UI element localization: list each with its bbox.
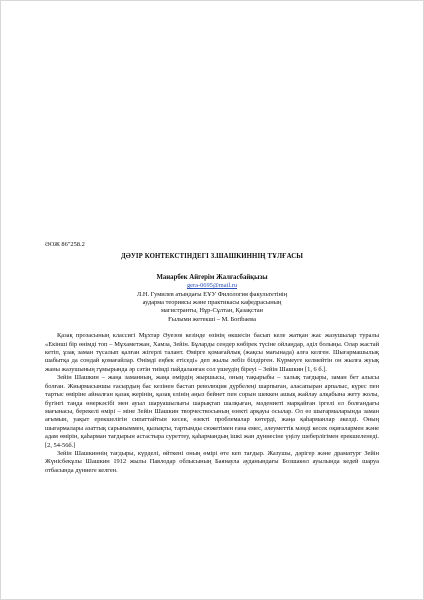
article-body — [45, 241, 379, 475]
body-paragraph: Зейін Шашкин – жаңа заманның, жаңа өмірдің жыршысы, оның тақырыбы – халық тағдыры, заман бет алысы болған. Жиырмасыншы ғасырдың бас кезінен бастап революция дүрбелеңі шарпыған, аласапыран арпалыс, күрес пен тартыс өміріне айналған қазақ жерінің, қазақ елінің аңыз бейнет пен сорын шеккен ашық жайлау алқабына жету жолы, бүгінгі таңда өнеркәсібі мен ауыл шаруашылығы шарықтап шалқыған, мәдениеті марқайған іргелі ел болғандағы мағынасы, берекелі өмірі – міне Зейін Шашкин творчествосының өзекті арқауы осылар. Ол өз шығармаларында заман ағымын, уақыт ерекшелігін сипаттайтын кесек, өзекті проблемалар көтерді, жаңа қаһарманлар әкелді. Оның шығармалары азаттық сарыныммен, қызықты, тартымды сюжетімен ғана емес, әлеуметтік мәнді кесек оқиғалармен және адам өмірін, қаһарман тағдырын астастыра суреттеу, қаһармандың ішкі жан дүниесіне үңілу шеберлігімен ерекшеленеді. [2, 54-56б.] — [45, 374, 379, 449]
article-title: ДӘУІР КОНТЕКСТІНДЕГІ З.ШАШКИННІҢ ТҰЛҒАСЫ — [120, 253, 304, 261]
affiliation-line: магистранты, Нұр-Сұлтан, Қазақстан — [161, 307, 263, 315]
author-email-link[interactable]: gera-0695@mail.ru — [186, 282, 238, 290]
affiliation-line: аударма теориясы және практикасы кафедрасының — [142, 299, 282, 307]
affiliation-line: Л.Н. Гумилев атындағы ЕҰУ Филология факультетінің — [136, 290, 288, 298]
body-paragraph: Зейін Шашкиннің тағдыры, күрделі, өйткені оның өмірі өте кеп тағдыр. Жазушы, дәрігер және драматург Зейін Жүнісбекұлы Шашкин 1912 жылы Павлодар облысының Баянаула ауданындағы Бозшакөл ауылында кедей шаруа отбасында дүниеге келген. — [45, 449, 379, 474]
body-paragraph: Қазақ прозасының классигі Мұхтар Әуезов кезінде өзінің өкшесін басып келе жатқан жас жазушылар туралы «Екінші бір өнімді топ – Мұхаметжан, Хамза, Зейін. Бұларды сендер көбірек түсіне ойлаңдар, әділ болыңы. Олар жастай кетіп, ұзақ заман түсалып қалған жігерлі талант. Өмірге қомағайлық (жақсы мағынада) алға келген. Шығармашылық шабытқа да сондай қомағайлар. Өнімді еңбек етіседі» деп жылы лебіз білдірген. Күрмеуге келмейтін он жылға жуық жаны жазушының гұмырында әр сәтін тиімді пайдаланған сол үшеудің біреуі – Зейін Шашкин [1, 6 б.]. — [45, 332, 379, 373]
supervisor-line: Ғылыми жетекші – М. Боribаева — [168, 315, 256, 323]
author-name: Манарбек Айгерім Жалғасбайқызы — [156, 273, 268, 281]
udc-code: ӘОЖ 86"258.2 — [45, 241, 85, 248]
